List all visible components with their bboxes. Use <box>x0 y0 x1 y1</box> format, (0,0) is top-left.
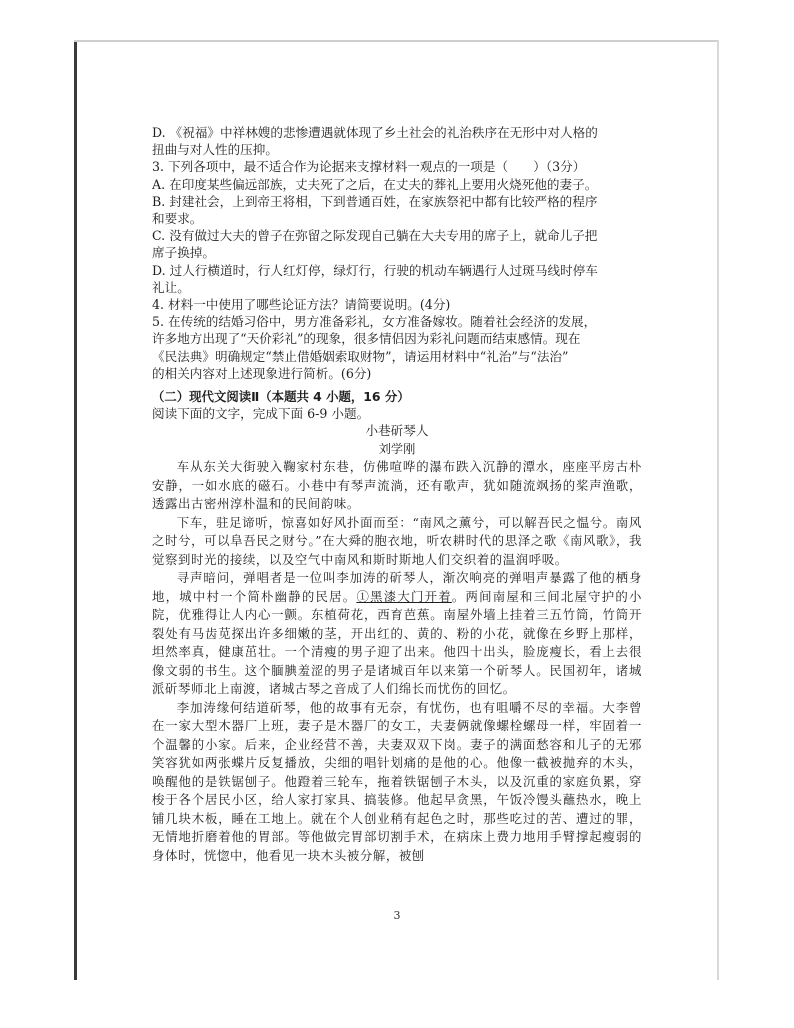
story-paragraph-1: 车从东关大街驶入鞠家村东巷，仿佛喧哗的瀑布跌入沉静的潭水，座座平房古朴安静，一如水底的磁石。小巷中有琴声流淌，还有歌声，犹如随流飒扬的桨声渔歌，透露出古密州淳朴温和的民间韵味。 <box>152 459 642 512</box>
q4-stem: 4. 材料一中使用了哪些论证方法？请简要说明。(4分) <box>152 297 451 313</box>
story-paragraph-4: 李加涛缘何结道斫琴，他的故事有无奈，有忧伤，也有咀嚼不尽的幸福。大李曾在一家大型木器厂上班，妻子是木器厂的女工，夫妻俩就像螺栓螺母一样，牢固着一个温馨的小家。后来，企业经营不善，夫妻双双下岗。妻子的满面愁容和儿子的无邪笑容犹如两张蝶片反复播放，尖细的唱针划痛的是他的心。他像一截被抛弃的木头，唤醒他的是铁锯刨子。他蹬着三轮车，拖着铁锯刨子木头，以及沉重的家庭负累，穿梭于各个居民小区，给人家打家具、搞装修。他起早贪黑，午饭冷馒头蘸热水，晚上铺几块木板，睡在工地上。就在个人创业稍有起色之时，那些吃过的苦、遭过的罪，无情地折磨着他的胃部。等他做完胃部切割手术，在病床上费力地用手臂撑起瘦弱的身体时，恍惚中，他看见一块木头被分解，被刨 <box>152 699 642 863</box>
q3-option-b-line1: B. 封建社会，上到帝王将相，下到普通百姓，在家族祭祀中都有比较严格的程序 <box>152 193 598 209</box>
q5-line1: 5. 在传统的结婚习俗中，男方准备彩礼，女方准备嫁妆。随着社会经济的发展， <box>152 314 597 330</box>
story-title: 小巷斫琴人 <box>365 423 429 439</box>
q2-option-d-line1: D. 《祝福》中祥林嫂的悲惨遭遇就体现了乡土社会的礼治秩序在无形中对人格的 <box>152 125 598 140</box>
exam-page <box>152 124 642 865</box>
q2-option-d-line2: 扭曲与对人性的压抑。 <box>152 142 278 158</box>
story-author: 刘学刚 <box>378 442 416 457</box>
scan-border-left <box>74 40 77 980</box>
story-paragraph-3-end: 。两间南屋和三间北屋守护的小院，优雅得让人内心一颤。东植荷花，西育芭蕉。南屋外墙上挂着三五竹筒，竹筒开裂处有马齿苋探出许多细嫩的茎，开出红的、黄的、粉的小花，就像在乡野上那样，坦然率真，健康茁壮。一个清瘦的男子迎了出来。他四十出头，脸庞瘦长，看上去很像文弱的书生。这个腼腆羞涩的男子是诸城百年以来第一个斫琴人。民国初年，诸城派斫琴师北上南渡，诸城古琴之音成了人们绵长而忧伤的回忆。 <box>152 588 643 697</box>
scan-border-right <box>717 40 719 980</box>
q3-option-d-line2: 礼让。 <box>152 279 190 295</box>
marked-sentence-1: ①黑漆大门开着 <box>356 588 452 604</box>
story-paragraph-3 <box>152 569 642 699</box>
section-instruction: 阅读下面的文字，完成下面 6-9 小题。 <box>152 406 370 422</box>
scan-border-top <box>74 40 719 42</box>
q5-line4: 的相关内容对上述现象进行简析。(6分) <box>152 365 372 381</box>
section-heading: （二）现代文阅读Ⅱ（本题共 4 小题，16 分） <box>152 389 410 405</box>
story-paragraph-3-start: 寻声暗问，弹唱者是一位叫李加涛的斫琴人，渐次响亮的弹唱声暴露了他的栖身地，城中村一个简朴幽静的民居。 <box>152 570 642 604</box>
q5-line3: 《民法典》明确规定“禁止借婚姻索取财物”，请运用材料中“礼治”与“法治” <box>152 348 569 364</box>
q3-stem: 3. 下列各项中，最不适合作为论据来支撑材料一观点的一项是（ ）（3分） <box>152 159 586 175</box>
q3-option-b-line2: 和要求。 <box>152 211 203 227</box>
story-paragraph-2: 下车，驻足谛听，惊喜如好风扑面而至：“南风之薰兮，可以解吾民之愠兮。南风之时兮，可以阜吾民之财兮。”在大舜的胞衣地，听农耕时代的思泽之歌《南风歌》，我觉察到时光的接续，以及空气中南风和斯时斯地人们交织着的温润呼吸。 <box>152 514 642 567</box>
q3-option-a: A. 在印度某些偏远部族，丈夫死了之后，在丈夫的葬礼上要用火烧死他的妻子。 <box>152 176 598 192</box>
q5-line2: 许多地方出现了“天价彩礼”的现象，很多情侣因为彩礼问题而结束感情。现在 <box>152 331 581 347</box>
page-number: 3 <box>393 909 401 922</box>
q3-option-c-line1: C. 没有做过大夫的曾子在弥留之际发现自己躺在大夫专用的席子上，就命儿子把 <box>152 228 598 244</box>
q3-option-d-line1: D. 过人行横道时，行人红灯停，绿灯行，行驶的机动车辆遇行人过斑马线时停车 <box>152 262 598 278</box>
story-passage <box>152 422 642 865</box>
q3-option-c-line2: 席子换掉。 <box>152 245 215 261</box>
